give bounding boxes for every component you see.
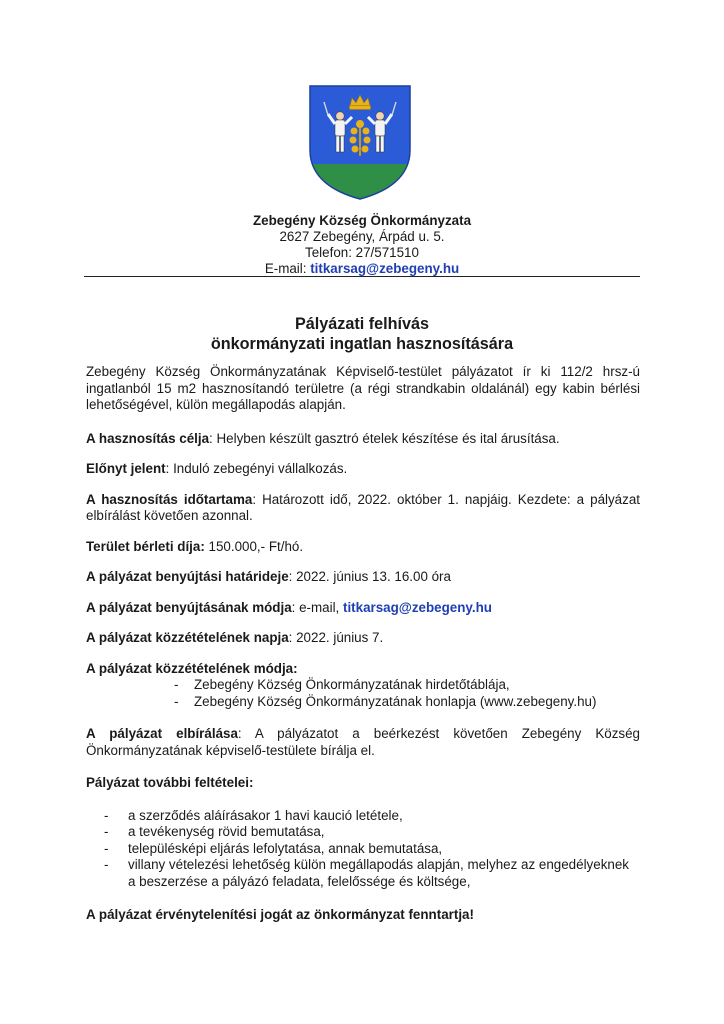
closing-statement: A pályázat érvénytelenítési jogát az önkormányzat fenntartja! [86,907,474,922]
title-line-1: Pályázati felhívás [294,315,430,333]
submission-paragraph [86,600,640,617]
purpose-text: : Helyben készült gasztró ételek készítése és ital árusítása. [209,430,560,446]
submission-email-link[interactable]: titkarsag@zebegeny.hu [342,599,492,615]
duration-paragraph [86,492,640,525]
dash-marker: - [104,857,109,872]
list-item-text: Zebegény Község Önkormányzatának honlapja (www.zebegeny.hu) [194,693,597,709]
list-item-text: a szerződés aláírásakor 1 havi kaució letétele, [128,807,403,823]
conditions-list [86,808,640,891]
rent-label: Terület bérleti díja: [86,538,205,554]
header-divider [84,276,640,277]
list-item-text: Zebegény Község Önkormányzatának hirdetőtáblája, [194,677,510,692]
conditions-label: Pályázat további feltételei: [86,775,254,790]
rent-text: 150.000,- Ft/hó. [204,538,304,554]
deadline-label: A pályázat benyújtási határideje [86,569,289,584]
list-item [86,677,640,694]
duration-text: : Határozott idő, 2022. október 1. napjáig. Kezdete: a pályázat elbírálást követően azonnal. [86,491,640,523]
rent-paragraph [86,539,640,556]
dash-marker: - [104,824,109,839]
publication-date-label: A pályázat közzétételének napja [86,630,289,645]
publication-date-text: : 2022. június 7. [288,630,384,645]
document-body [86,364,640,924]
submission-text: : e-mail, [291,599,343,615]
submission-label: A pályázat benyújtásának módja [86,599,292,615]
list-item [86,808,640,825]
letterhead [84,213,640,277]
dash-marker: - [174,693,179,709]
list-item [86,841,640,858]
publication-method-label: A pályázat közzétételének módja: [86,660,298,676]
title-line-2: önkormányzati ingatlan hasznosítására [210,335,514,353]
org-email-line [84,261,640,277]
deadline-text: : 2022. június 13. 16.00 óra [288,569,451,584]
advantage-label: Előnyt jelent [86,461,166,476]
org-name: Zebegény Község Önkormányzata [252,213,472,228]
list-item-text: településképi eljárás lefolytatása, annak bemutatása, [128,840,443,856]
evaluation-text: : A pályázatot a beérkezést követően Zebegény Község Önkormányzatának képviselő-testülete bírálja el. [86,726,640,758]
evaluation-label: A pályázat elbírálása [86,726,238,741]
deadline-paragraph [86,569,640,586]
list-item [86,857,640,890]
duration-label: A hasznosítás időtartama [86,491,253,507]
document-title [84,314,640,354]
dash-marker: - [104,807,109,823]
purpose-label: A hasznosítás célja [86,430,210,446]
org-address: 2627 Zebegény, Árpád u. 5. [279,229,445,244]
dash-marker: - [104,840,109,856]
advantage-paragraph [86,461,640,478]
publication-method-list [86,677,640,710]
evaluation-paragraph [86,726,640,759]
list-item [86,824,640,841]
header-email-link[interactable]: titkarsag@zebegeny.hu [310,261,460,276]
purpose-paragraph [86,431,640,448]
list-item-text: villany vételezési lehetőség külön megállapodás alapján, melyhez az engedélyeknek a beszerzése a pályázó feladata, felelőssége és költsége, [128,857,629,889]
dash-marker: - [174,677,179,692]
list-item-text: a tevékenység rövid bemutatása, [128,824,325,839]
publication-date-paragraph [86,630,640,647]
intro-paragraph: Zebegény Község Önkormányzatának Képviselő-testület pályázatot ír ki 112/2 hrsz-ú ingatlanból 15 m2 hasznosítandó területre (a régi strandkabin oldalánál) egy kabin bérlési lehetőségével, külön megállapodás alapján. [86,364,640,412]
org-phone: Telefon: 27/571510 [305,245,419,260]
list-item [86,694,640,711]
advantage-text: : Induló zebegényi vállalkozás. [165,461,348,476]
coat-of-arms [308,84,412,200]
email-label: E-mail: [264,261,311,276]
